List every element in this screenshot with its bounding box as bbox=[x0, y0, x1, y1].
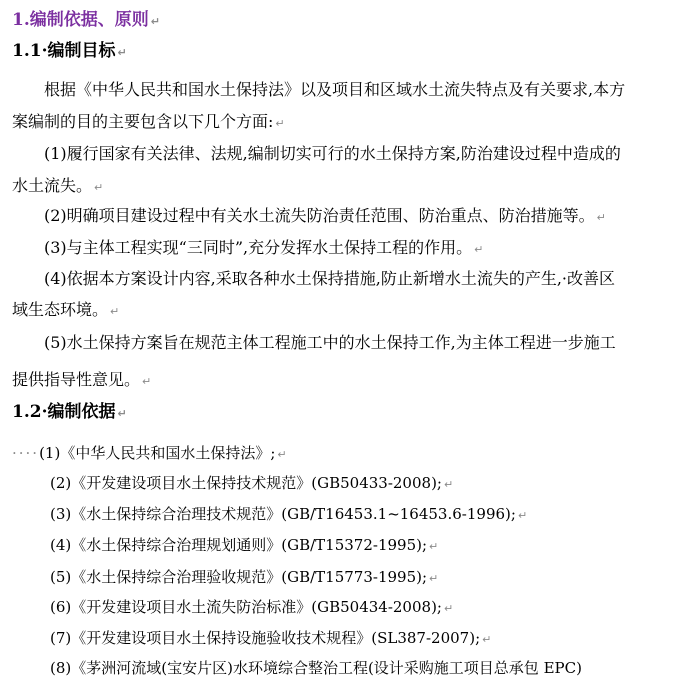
paragraph-mark: ↵ bbox=[117, 46, 127, 59]
paragraph-line bbox=[12, 370, 151, 392]
paragraph-mark: ↵ bbox=[443, 602, 454, 615]
reference-text: (1)《中华人民共和国水土保持法》; bbox=[39, 444, 276, 462]
reference-item bbox=[50, 567, 438, 589]
section-heading-text: 1.编制依据、原则 bbox=[12, 10, 149, 30]
reference-item bbox=[50, 597, 453, 619]
reference-item bbox=[50, 658, 582, 678]
paragraph-line bbox=[44, 333, 616, 353]
paragraph-mark: ↵ bbox=[429, 572, 439, 585]
section-heading bbox=[12, 10, 160, 32]
paragraph-line bbox=[44, 144, 621, 164]
reference-item bbox=[12, 443, 287, 465]
paragraph-mark: ↵ bbox=[117, 407, 127, 420]
paragraph-text: (2)明确项目建设过程中有关水土流失防治责任范围、防治重点、防治措施等。 bbox=[44, 206, 595, 225]
subsection-heading-text: 1.1·编制目标 bbox=[12, 41, 116, 61]
paragraph-text: (4)依据本方案设计内容,采取各种水土保持措施,防止新增水土流失的产生,·改善区 bbox=[44, 269, 616, 288]
subsection-heading-basis bbox=[12, 402, 127, 424]
paragraph-mark: ↵ bbox=[429, 540, 439, 553]
reference-text: (2)《开发建设项目水土保持技术规范》(GB50433-2008); bbox=[50, 474, 442, 492]
reference-text: (4)《水土保持综合治理规划通则》(GB/T15372-1995); bbox=[50, 536, 428, 554]
reference-text: (8)《茅洲河流域(宝安片区)水环境综合整治工程(设计采购施工项目总承包 EPC) bbox=[50, 659, 582, 677]
paragraph-line bbox=[44, 206, 606, 228]
leader-dots: ···· bbox=[12, 444, 40, 462]
paragraph-mark: ↵ bbox=[110, 305, 120, 318]
paragraph-text: 水土流失。 bbox=[12, 176, 93, 195]
paragraph-text: 域生态环境。 bbox=[12, 300, 109, 319]
paragraph-line bbox=[12, 112, 285, 134]
paragraph-mark: ↵ bbox=[443, 478, 454, 491]
reference-text: (5)《水土保持综合治理验收规范》(GB/T15773-1995); bbox=[50, 568, 428, 586]
paragraph-text: 根据《中华人民共和国水土保持法》以及项目和区域水土流失特点及有关要求,本方 bbox=[44, 80, 626, 99]
reference-item bbox=[50, 535, 438, 557]
subsection-heading-text: 1.2·编制依据 bbox=[12, 402, 116, 422]
paragraph-mark: ↵ bbox=[150, 15, 160, 28]
paragraph-line bbox=[44, 269, 615, 289]
paragraph-text: 案编制的目的主要包含以下几个方面: bbox=[12, 112, 274, 131]
reference-text: (3)《水土保持综合治理技术规范》(GB/T16453.1~16453.6-1996); bbox=[50, 505, 516, 523]
subsection-heading-objectives bbox=[12, 41, 127, 63]
paragraph-mark: ↵ bbox=[596, 211, 606, 224]
paragraph-mark: ↵ bbox=[142, 375, 152, 388]
reference-text: (7)《开发建设项目水土保持设施验收技术规程》(SL387-2007); bbox=[50, 629, 481, 647]
paragraph-line bbox=[12, 176, 103, 198]
paragraph-line bbox=[44, 80, 625, 100]
paragraph-text: 提供指导性意见。 bbox=[12, 370, 141, 389]
reference-item bbox=[50, 473, 453, 495]
paragraph-text: (5)水土保持方案旨在规范主体工程施工中的水土保持工作,为主体工程进一步施工 bbox=[44, 333, 616, 352]
paragraph-mark: ↵ bbox=[474, 243, 484, 256]
paragraph-mark: ↵ bbox=[277, 448, 287, 461]
reference-text: (6)《开发建设项目水土流失防治标准》(GB50434-2008); bbox=[50, 598, 442, 616]
paragraph-mark: ↵ bbox=[517, 509, 528, 522]
paragraph-mark: ↵ bbox=[482, 633, 492, 646]
paragraph-line bbox=[44, 238, 483, 260]
paragraph-mark: ↵ bbox=[94, 181, 104, 194]
paragraph-mark: ↵ bbox=[275, 117, 285, 130]
reference-item bbox=[50, 628, 491, 650]
paragraph-text: (1)履行国家有关法律、法规,编制切实可行的水土保持方案,防治建设过程中造成的 bbox=[44, 144, 621, 163]
paragraph-line bbox=[12, 300, 119, 322]
reference-item bbox=[50, 504, 527, 526]
paragraph-text: (3)与主体工程实现“三同时”,充分发挥水土保持工程的作用。 bbox=[44, 238, 473, 257]
